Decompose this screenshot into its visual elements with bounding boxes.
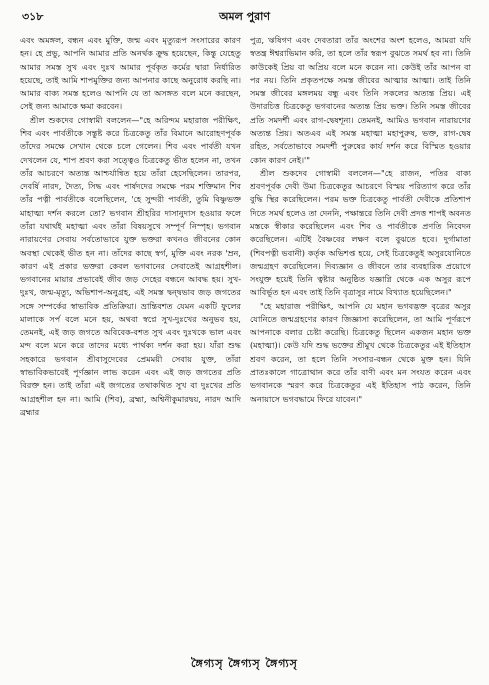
- page-number: ৩১৮: [22, 10, 44, 23]
- page-header: [22, 8, 467, 24]
- footer-ornament: ঙ্গৈগ্যসৃ ঙ্গৈগ্যসৃ ঙ্গৈগ্যসৃ: [191, 657, 298, 670]
- left-paragraph-2: শ্রীল শুকদেব গোস্বামী বললেন—"হে অরিন্দম মহারাজ পরীক্ষিৎ, শিব এবং পার্বতীকে সন্তুষ্ট করে চিত্রকেতু তাঁর বিমানে আরোহণপূর্বক তাঁদের সমক্ষে সেখান থেকে চলে গেলেন। শিব এবং পার্বতী যখন দেখলেন যে, শাপ শ্রবণ করা সত্ত্বেও চিত্রকেতু ভীত হলেন না, তখন তাঁর আচরণে অত্যন্ত আশ্চর্যান্বিত হয়ে তাঁরা হেসেছিলেন। তারপর, দেবর্ষি নারদ, দৈত্য, সিদ্ধ এবং পার্ষদদের সমক্ষে পরম শক্তিমান শিব তাঁর পত্নী পার্বতীকে বলেছিলেন, 'হে সুন্দরী পার্বতী, তুমি বিষ্ণুভক্ত মাহাত্ম্য দর্শন করলে তো? ভগবান শ্রীহরির দাসানুদাস হওয়ার ফলে তাঁরা যথার্থই মহাত্মা এবং তাঁরা বিষয়সুখে সম্পূর্ণ নিস্পৃহ। ভগবান নারায়ণের সেবায় সর্বতোভাবে যুক্ত ভক্তরা কখনও জীবনের কোন অবস্থা থেকেই ভীত হন না। তাঁদের কাছে স্বর্গ, মুক্তি এবং নরক 'ম্রন, কারণ এই প্রকার ভক্তরা কেবল ভগবানের সেবাতেই আগ্রহশীল। ভগবানের মায়ার প্রভাবেই জীব জড় দেহের বন্ধনে আবদ্ধ হয়। সুখ-দুঃখ, জন্ম-মৃত্যু, অভিশাপ-অনুগ্রহ, এই সমস্ত দ্বন্দ্বভাব জড় জগতের সঙ্গে সম্পর্কের স্বাভাবিক প্রতিক্রিয়া। ভ্রান্তিবশত যেমন একটি ফুলের মালাকে সর্প বলে মনে হয়, অথবা স্বপ্নে সুখ-দুঃখের অনুভব হয়, তেমনই, এই জড় জগতে অবিবেক-বশত সুখ এবং দুঃখকে ভাল এবং মন্দ বলে মনে করে তাদের মধ্যে পার্থক্য দর্শন করা হয়। যাঁরা শুদ্ধ সহকারে ভগবান শ্রীবাসুদেবের প্রেমময়ী সেবায় যুক্ত, তাঁরা স্বাভাবিকভাবেই পূর্ণজ্ঞান লাভ করেন এবং এই জড় জগতের প্রতি বিরক্ত হন। তাই তাঁরা এই জগতের তথাকথিত সুখ বা দুঃখের প্রতি আগ্রহশীল হন না। আমি (শিব), ব্রহ্মা, অশ্বিনীকুমারদ্বয়, নারদ আদি ব্রহ্মার: [20, 114, 241, 417]
- right-paragraph-1: পুত্র, ঋষিগণ এবং দেবতারা তাঁর অংশের অংশ হলেও, আমরা যদি স্বতন্ত্র ঈশ্বরাভিমান করি, তা হলে তাঁর স্বরূপ বুঝতে সমর্থ হব না। তিনি কাউকেই প্রিয় বা অপ্রিয় বলে মনে করেন না। কেউই তাঁর আপন বা পর নয়। তিনি প্রকৃতপক্ষে সমস্ত জীবের আত্মার আত্মা। তাই তিনি সমস্ত জীবের মঙ্গলময় বন্ধু এবং তিনি সকলের অত্যন্ত প্রিয়। এই উদারচিত্ত চিত্রকেতু ভগবানের অত্যন্ত প্রিয় ভক্ত। তিনি সমস্ত জীবের প্রতি সমদর্শী এবং রাগ-দ্বেষশূন্য। তেমনই, আমিও ভগবান নারায়ণের অত্যন্ত প্রিয়। অতএব এই সমস্ত মহাত্মা মহাপুরুষ, ভক্ত, রাগ-দ্বেষ রহিত, সর্বতোভাবে সমদর্শী পুরুষের কার্য দর্শন করে বিস্মিত হওয়ার কোন কারণ নেই।'": [250, 35, 471, 165]
- right-paragraph-2: শ্রীল শুকদেব গোস্বামী বললেন—"হে রাজন, পতির বাক্য শ্রবণপূর্বক দেবী উমা চিত্রকেতুর আচরণে বিস্ময় পরিত্যাগ করে তাঁর বুদ্ধি স্থির করেছিলেন। পরম ভক্ত চিত্রকেতু পার্বতী দেবীকে প্রতিশাপ দিতে সমর্থ হলেও তা দেননি, পক্ষান্তরে তিনি দেবী প্রদত্ত শাপই অবনত মস্তকে স্বীকার করেছিলেন এবং শিব ও পার্বতীকে প্রণতি নিবেদন করেছিলেন। এটিই বৈষ্ণবের লক্ষণ বলে বুঝতে হবে। দুর্গামাতা (শিবপত্নী ভবানী) কর্তৃক অভিশপ্ত হয়ে, সেই চিত্রকেতুই অসুরযোনিতে জন্মগ্রহণ করেছিলেন। দিব্যজ্ঞান ও জীবনে তার ব্যবহারিক প্রয়োগে সংযুক্ত হয়েই তিনি ত্বষ্টার অনুষ্ঠিত যজ্ঞাগ্নি থেকে এক অসুর রূপে আবির্ভূত হন এবং তাই তিনি বৃত্রাসুর নামে বিখ্যাত হয়েছিলেন।": [250, 167, 471, 298]
- left-column: [20, 34, 241, 632]
- running-title: অমল পুরাণ: [218, 10, 271, 23]
- left-paragraph-1: এবং অমঙ্গল, বন্ধন এবং মুক্তি, জন্ম এবং মৃত্যুরূপ সংসারের কারণ হন। হে প্রভু, আপনি আমার প্রতি অনর্থক ক্রুদ্ধ হয়েছেন, কিন্তু যেহেতু আমার সমস্ত সুখ এবং দুঃখ আমার পূর্বকৃত কর্মের দ্বারা নির্ধারিত হয়েছে, তাই আমি শাপমুক্তির জন্য আপনার কাছে অনুরোধ করছি না। আমার বাক্য সমস্ত হলেও আপনি যে তা অসঙ্গত বলে মনে করছেন, সেই জন্য আমাকে ক্ষমা করবেন।: [20, 35, 241, 112]
- right-column: [250, 34, 471, 632]
- right-paragraph-3: "হে মহারাজ পরীক্ষিৎ, আপনি যে মহান ভগবদ্ভক্ত বৃত্রের অসুর যোনিতে জন্মগ্রহণের কারণ জিজ্ঞাসা করেছিলেন, তা আমি পূর্ণরূপে আপনাকে বলার চেষ্টা করেছি। চিত্রকেতু ছিলেন একজন মহান ভক্ত (মহাত্মা)। কেউ যদি শুদ্ধ ভক্তের শ্রীমুখ থেকে চিত্রকেতুর এই ইতিহাস শ্রবণ করেন, তা হলে তিনি সংসার-বন্ধন থেকে মুক্ত হন। যিনি প্রাতঃকালে গাত্রোত্থান করে তাঁর বাণী এবং মন সংযত করেন এবং ভগবানকে স্মরণ করে চিত্রকেতুর এই ইতিহাস পাঠ করেন, তিনি অনায়াসে ভগবদ্ধামে ফিরে যাবেন।": [250, 300, 471, 404]
